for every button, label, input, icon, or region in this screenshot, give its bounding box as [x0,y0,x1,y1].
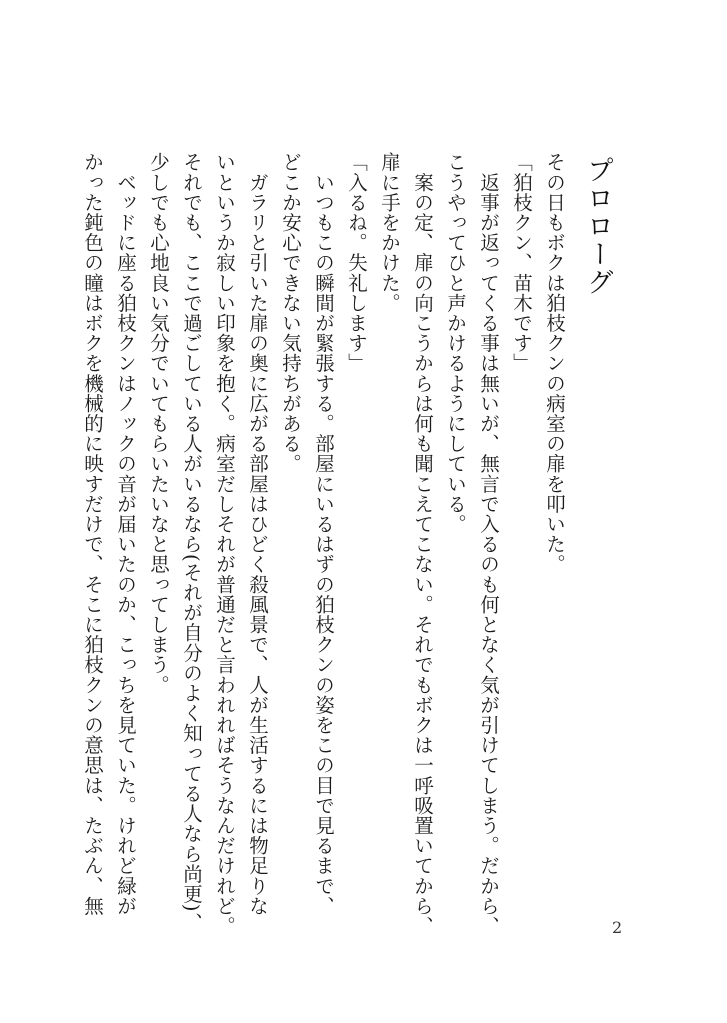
text-line: いつもこの瞬間が緊張する。部屋にいるはずの狛枝クンの姿をこの目で見るまで、 [312,152,335,916]
text-line: どこか安心できない気持ちがある。 [279,152,302,474]
text-line: いというか寂しい印象を抱く。病室だしそれが普通だと言われればそうなんだけれど。 [213,152,236,936]
text-line: 案の定、扉の向こうからは何も聞こえてこない。それでもボクは一呼吸置いてから、 [411,152,434,936]
text-line: ガラリと引いた扉の奥に広がる部屋はひどく殺風景で、人が生活するには物足りな [246,152,269,916]
page-number: 2 [612,918,623,937]
vertical-text-body [76,152,619,936]
text-line: かった鈍色の瞳はボクを機械的に映すだけで、そこに狛枝クンの意思は、たぶん、無 [81,152,104,916]
text-line: 返事が返ってくる事は無いが、無言で入るのも何となく気が引けてしまう。だから、 [477,152,500,936]
text-line: 扉に手をかけた。 [378,152,401,313]
text-line: こうやってひと声かけるようにしている。 [444,152,467,534]
text-line: 「狛枝クン、苗木です」 [510,152,533,374]
text-line: ベッドに座る狛枝クンはノックの音が届いたのか、こっちを見ていた。けれど緑が [114,152,137,916]
text-line: 「入るね。失礼します」 [345,152,368,374]
text-line: 少しでも心地良い気分でいてもらいたいなと思ってしまう。 [147,152,170,695]
chapter-title: プロローグ [582,156,613,296]
text-line: それでも、ここで過ごしている人がいるなら(それが自分のよく知ってる人なら尚更)、 [180,152,203,933]
text-line: その日もボクは狛枝クンの病室の扉を叩いた。 [543,152,566,575]
